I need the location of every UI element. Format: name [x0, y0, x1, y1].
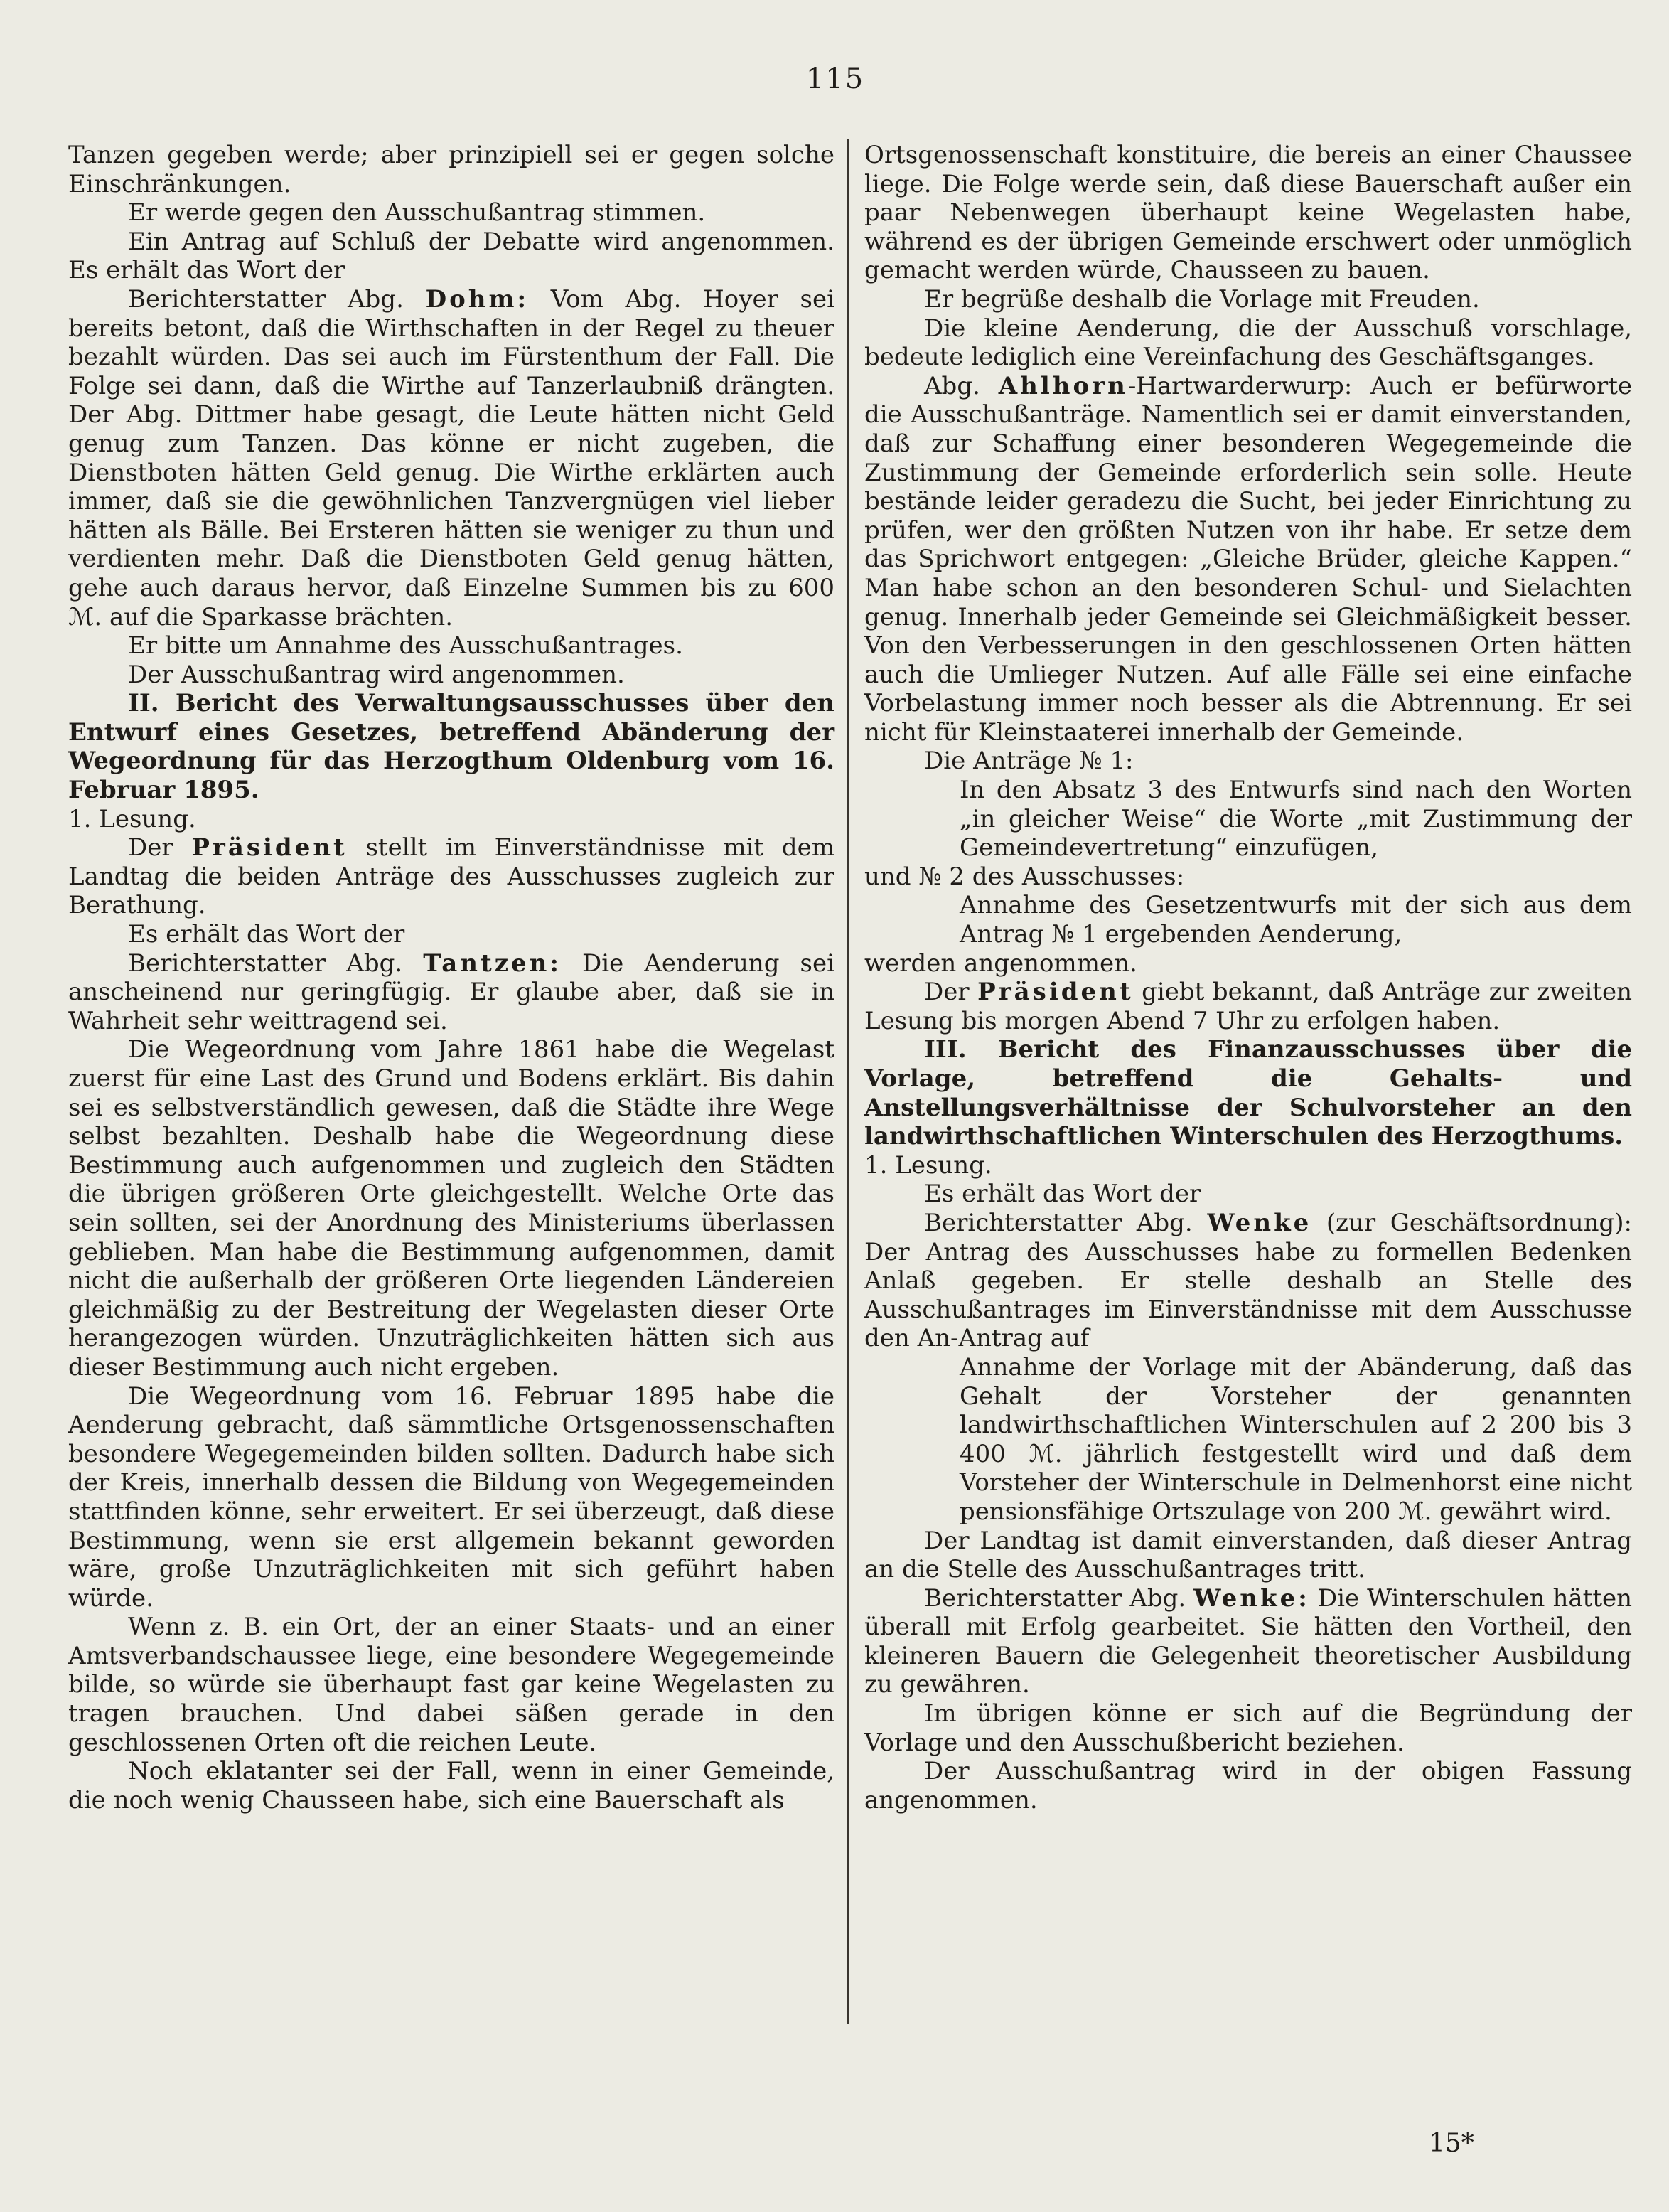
- paragraph: Er werde gegen den Ausschußantrag stimmen.: [128, 198, 706, 228]
- paragraph: Er bitte um Annahme des Ausschußantrages.: [128, 631, 683, 661]
- paragraph: Er begrüße deshalb die Vorlage mit Freuden.: [924, 284, 1480, 314]
- paragraph: Ortsgenossenschaft konstituire, die bereis an einer Chaussee liege. Die Folge werde sein, daß diese Bauerschaft außer ein paar Nebenwegen überhaupt keine Wegelasten habe, während es der übrigen Gemeinde erschwert oder unmöglich gemacht werden würde, Chausseen zu bauen.: [864, 141, 1632, 285]
- section-heading: III. Bericht des Finanzausschusses über die Vorlage, betreffend die Gehalts- und Anstellungsverhältnisse der Schulvorsteher an den landwirthschaftlichen Winterschulen des Herzogthums.: [864, 1035, 1632, 1151]
- left-column: [68, 141, 834, 1815]
- speaker-paragraph: Berichterstatter Abg. Dohm: Vom Abg. Hoyer sei bereits betont, daß die Wirthschaften in der Regel zu theuer bezahlt würden. Das sei auch im Fürstenthum der Fall. Die Folge sei dann, daß die Wirthe auf Tanzerlaubniß drängten. Der Abg. Dittmer habe gesagt, die Leute hätten nicht Geld genug zum Tanzen. Das könne er nicht zugeben, die Dienstboten hätten Geld genug. Die Wirthe erklärten auch immer, daß sie die gewöhnlichen Tanzvergnügen viel lieber hätten als Bälle. Bei Ersteren hätten sie weniger zu thun und verdienten mehr. Daß die Dienstboten Geld genug hätten, gehe auch daraus hervor, daß Einzelne Summen bis zu 600 ℳ. auf die Sparkasse brächten.: [68, 284, 834, 631]
- paragraph: Der Landtag ist damit einverstanden, daß dieser Antrag an die Stelle des Ausschußantrages tritt.: [864, 1526, 1632, 1584]
- signature-mark: 15*: [1429, 2129, 1474, 2158]
- paragraph: Es erhält das Wort der: [128, 920, 405, 949]
- speaker-name: Präsident: [977, 978, 1134, 1007]
- speaker-paragraph: Abg. Ahlhorn-Hartwarderwurp: Auch er befürworte die Ausschußanträge. Namentlich sei er damit einverstanden, daß zur Schaffung einer besonderen Wegegemeinde die Zustimmung der Gemeinde erforderlich sein solle. Heute bestände leider geradezu die Sucht, bei jeder Einrichtung zu prüfen, wer den größten Nutzen von ihr habe. Er setze dem das Sprichwort entgegen: „Gleiche Brüder, gleiche Kappen.“ Man habe schon an den besonderen Schul- und Sielachten genug. Innerhalb jeder Gemeinde sei Gleichmäßigkeit besser. Von den Verbesserungen in den geschlossenen Orten hätten auch die Umlieger Nutzen. Auf alle Fälle sei eine einfache Vorbelastung immer noch besser als die Abtrennung. Er sei nicht für Kleinstaaterei innerhalb der Gemeinde.: [864, 371, 1632, 747]
- column-divider: [847, 139, 849, 2024]
- reading-label: 1. Lesung.: [68, 804, 196, 833]
- speaker-name: Dohm:: [425, 284, 530, 314]
- speaker-name: Präsident: [191, 833, 348, 862]
- speaker-name: Wenke: [1207, 1208, 1312, 1237]
- paragraph: Der Ausschußantrag wird angenommen.: [128, 660, 625, 689]
- quoted-motion: Annahme der Vorlage mit der Abänderung, daß das Gehalt der Vorsteher der genannten landwirthschaftlichen Winterschulen auf 2 200 bis 3 400 ℳ. jährlich festgestellt wird und daß dem Vorsteher der Winterschule in Delmenhorst eine nicht pensionsfähige Ortszulage von 200 ℳ. gewährt wird.: [960, 1352, 1632, 1526]
- quoted-motion: In den Absatz 3 des Entwurfs sind nach den Worten „in gleicher Weise“ die Worte „mit Zustimmung der Gemeindevertretung“ einzufügen,: [960, 776, 1632, 862]
- speaker-paragraph: Berichterstatter Abg. Tantzen: Die Aenderung sei anscheinend nur geringfügig. Er glaube aber, daß sie in Wahrheit sehr weittragend sei.: [68, 949, 834, 1035]
- paragraph: Tanzen gegeben werde; aber prinzipiell sei er gegen solche Einschränkungen.: [68, 141, 834, 198]
- speaker-paragraph: Der Präsident giebt bekannt, daß Anträge zur zweiten Lesung bis morgen Abend 7 Uhr zu erfolgen haben.: [864, 978, 1632, 1035]
- paragraph: Die Wegeordnung vom Jahre 1861 habe die Wegelast zuerst für eine Last des Grund und Bodens erklärt. Bis dahin sei es selbstverständlich gewesen, daß die Städte ihre Wege selbst bezahlten. Deshalb habe die Wegeordnung diese Bestimmung auch aufgenommen und zugleich den Städten die übrigen größeren Orte gleichgestellt. Welche Orte das sein sollten, sei der Anordnung des Ministeriums überlassen geblieben. Man habe die Bestimmung aufgenommen, damit nicht die außerhalb der größeren Orte liegenden Ländereien gleichmäßig zu der Bestreitung der Wegelasten dieser Orte herangezogen würden. Unzuträglichkeiten hätten sich aus dieser Bestimmung auch nicht ergeben.: [68, 1035, 834, 1382]
- paragraph: Der Ausschußantrag wird in der obigen Fassung angenommen.: [864, 1757, 1632, 1815]
- paragraph: Die Wegeordnung vom 16. Februar 1895 habe die Aenderung gebracht, daß sämmtliche Ortsgenossenschaften besondere Wegegemeinden bilden sollten. Dadurch habe sich der Kreis, innerhalb dessen die Bildung von Wegegemeinden stattfinden könne, sehr erweitert. Er sei überzeugt, daß diese Bestimmung, wenn sie erst allgemein bekannt geworden wäre, große Unzuträglichkeiten mit sich geführt haben würde.: [68, 1382, 834, 1613]
- right-column: [864, 141, 1632, 1815]
- paragraph: Es erhält das Wort der: [924, 1180, 1201, 1209]
- page-number: 115: [805, 63, 865, 95]
- paragraph: Im übrigen könne er sich auf die Begründung der Vorlage und den Ausschußbericht beziehen.: [864, 1699, 1632, 1757]
- paragraph: Ein Antrag auf Schluß der Debatte wird angenommen. Es erhält das Wort der: [68, 227, 834, 285]
- speaker-paragraph: Berichterstatter Abg. Wenke: Die Winterschulen hätten überall mit Erfolg gearbeitet. Sie hätten den Vortheil, den kleineren Bauern die Gelegenheit theoretischer Ausbildung zu gewähren.: [864, 1583, 1633, 1699]
- speaker-name: Ahlhorn: [998, 371, 1128, 400]
- paragraph: und № 2 des Ausschusses:: [864, 862, 1185, 891]
- reading-label: 1. Lesung.: [864, 1150, 992, 1180]
- paragraph: werden angenommen.: [864, 949, 1137, 978]
- paragraph: Wenn z. B. ein Ort, der an einer Staats- und an einer Amtsverbandschaussee liege, eine besondere Wegegemeinde bilde, so würde sie überhaupt fast gar keine Wegelasten zu tragen brauchen. Und dabei säßen gerade in den geschlossenen Orten oft die reichen Leute.: [68, 1613, 834, 1757]
- paragraph: Die Anträge № 1:: [924, 747, 1134, 776]
- paragraph: Noch eklatanter sei der Fall, wenn in einer Gemeinde, die noch wenig Chausseen habe, sich eine Bauerschaft als: [68, 1757, 834, 1815]
- speaker-name: Wenke:: [1193, 1583, 1310, 1613]
- quoted-motion: Annahme des Gesetzentwurfs mit der sich aus dem Antrag № 1 ergebenden Aenderung,: [960, 891, 1632, 949]
- paragraph: Die kleine Aenderung, die der Ausschuß vorschlage, bedeute lediglich eine Vereinfachung des Geschäftsganges.: [864, 314, 1632, 372]
- section-heading: II. Bericht des Verwaltungsausschusses über den Entwurf eines Gesetzes, betreffend Abänderung der Wegeordnung für das Herzogthum Oldenburg vom 16. Februar 1895.: [68, 689, 834, 805]
- speaker-name: Tantzen:: [423, 949, 562, 978]
- speaker-paragraph: Berichterstatter Abg. Wenke (zur Geschäftsordnung): Der Antrag des Ausschusses habe zu formellen Bedenken Anlaß gegeben. Er stelle deshalb an Stelle des Ausschußantrages im Einverständnisse mit dem Ausschusse den An-Antrag auf: [864, 1208, 1633, 1353]
- speaker-paragraph: Der Präsident stellt im Einverständnisse mit dem Landtag die beiden Anträge des Ausschusses zugleich zur Berathung.: [68, 833, 834, 920]
